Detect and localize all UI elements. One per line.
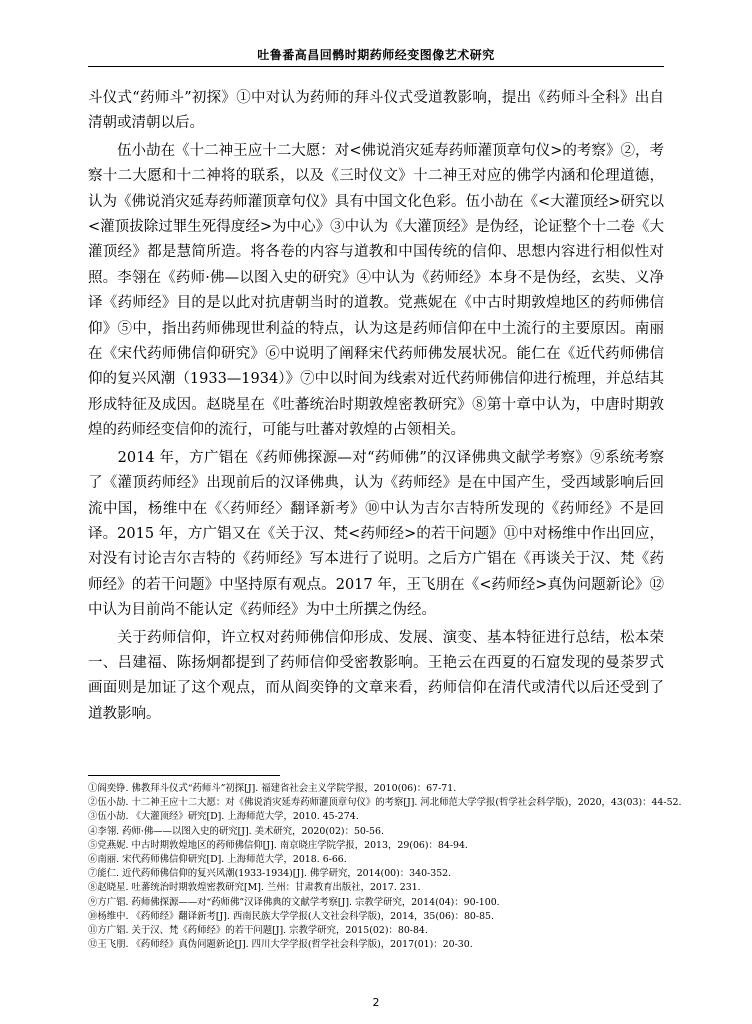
running-header: 吐鲁番高昌回鹘时期药师经变图像艺术研究 [257, 48, 495, 62]
paragraph: 关于药师信仰，许立权对药师佛信仰形成、发展、演变、基本特征进行总结，松本荣一、吕建福、陈扬炯都提到了药师信仰受密教影响。王艳云在西夏的石窟发现的曼荼罗式画面则是加证了这个观点，而从阎奕铮的文章来看，药师信仰在清代或清代以后还受到了道教影响。 [88, 629, 664, 722]
page-number: 2 [372, 996, 380, 1009]
footnote: ⑧赵晓星. 吐蕃统治时期敦煌密教研究[M]. 兰州：甘肃教育出版社，2017. 231. [88, 882, 421, 894]
footnote: ④李翎. 药师·佛——以图入史的研究[J]. 美术研究，2020(02)：50-56. [88, 825, 384, 837]
footnote: ⑫王飞朋. 《药师经》真伪问题新论[J]. 四川大学学报(哲学社会科学版)，2017(01)：20-30. [88, 939, 473, 951]
footnote: ⑪方广锠. 关于汉、梵《药师经》的若干问题[J]. 宗教学研究，2015(02)：80-84. [88, 925, 428, 937]
header-divider [88, 66, 664, 67]
footnote: ⑦能仁. 近代药师佛信仰的复兴风潮(1933-1934)[J]. 佛学研究，2014(00)：340-352. [88, 868, 452, 880]
footnote: ⑤党燕妮. 中古时期敦煌地区的药师佛信仰[J]. 南京晓庄学院学报，2013，29(06)：84-94. [88, 839, 468, 851]
footnote-divider [88, 775, 280, 776]
footnote: ⑨方广锠. 药师佛探源——对“药师佛”汉译佛典的文献学考察[J]. 宗教学研究，2014(04)：90-100. [88, 896, 500, 908]
paragraph: 斗仪式“药师斗”初探》①中对认为药师的拜斗仪式受道教影响，提出《药师斗全科》出自清朝或清朝以后。 [88, 90, 664, 132]
footnote: ③伍小劼. 《大灌顶经》研究[D]. 上海师范大学，2010. 45-274. [88, 811, 359, 823]
paragraph: 伍小劼在《十二神王应十二大愿：对<佛说消灾延寿药师灌顶章句仪>的考察》②，考察十二大愿和十二神将的联系，以及《三时仪文》十二神王对应的佛学内涵和伦理道德，认为《佛说消灾延寿药师灌顶章句仪》具有中国文化色彩。伍小劼在《<大灌顶经>研究以<灌顶拔除过罪生死得度经>为中心》③中认为《大灌顶经》是伪经，论证整个十二卷《大灌顶经》都是慧简所造。将各卷的内容与道教和中国传统的信仰、思想内容进行相似性对照。李翎在《药师·佛—以图入史的研究》④中认为《药师经》本身不是伪经，玄奘、义净译《药师经》目的是以此对抗唐朝当时的道教。党燕妮在《中古时期敦煌地区的药师佛信仰》⑤中，指出药师佛现世利益的特点，认为这是药师信仰在中土流行的主要原因。南丽在《宋代药师佛信仰研究》⑥中说明了阐释宋代药师佛发展状况。能仁在《近代药师佛信仰的复兴风潮（1933—1934）》⑦中以时间为线索对近代药师佛信仰进行梳理，并总结其形成特征及成因。赵晓星在《吐蕃统治时期敦煌密教研究》⑧第十章中认为，中唐时期敦煌的药师经变信仰的流行，可能与吐蕃对敦煌的占领相关。 [88, 142, 664, 439]
footnotes [88, 782, 688, 952]
main-text [88, 86, 664, 729]
paragraph: 2014 年，方广锠在《药师佛探源—对“药师佛”的汉译佛典文献学考察》⑨系统考察了《灌顶药师经》出现前后的汉译佛典，认为《药师经》是在中国产生，受西域影响后回流中国，杨维中在《〈药师经〉翻译新考》⑩中认为吉尔吉特所发现的《药师经》不是回译。2015 年，方广锠又在《关于汉、梵<药师经>的若干问题》⑪中对杨维中作出回应，对没有讨论吉尔吉特的《药师经》写本进行了说明。之后方广锠在《再谈关于汉、梵《药师经》的若干问题》中坚持原有观点。2017 年，王飞朋在《<药师经>真伪问题新论》⑫中认为目前尚不能认定《药师经》为中土所撰之伪经。 [88, 449, 664, 619]
footnote: ⑥南丽. 宋代药师佛信仰研究[D]. 上海师范大学，2018. 6-66. [88, 854, 347, 866]
footnote: ①阎奕铮. 佛教拜斗仪式“药师斗”初探[J]. 福建省社会主义学院学报，2010(06)：67-71. [88, 783, 457, 794]
footnote: ②伍小劼. 十二神王应十二大愿：对《佛说消灾延寿药师灌顶章句仪》的考察[J]. 河北师范大学学报(哲学社会科学版)，2020，43(03)：44-52. [88, 797, 682, 809]
footnote: ⑩杨维中. 《药师经》翻译新考[J]. 西南民族大学学报(人文社会科学版)，2014，35(06)：80-85. [88, 910, 494, 922]
